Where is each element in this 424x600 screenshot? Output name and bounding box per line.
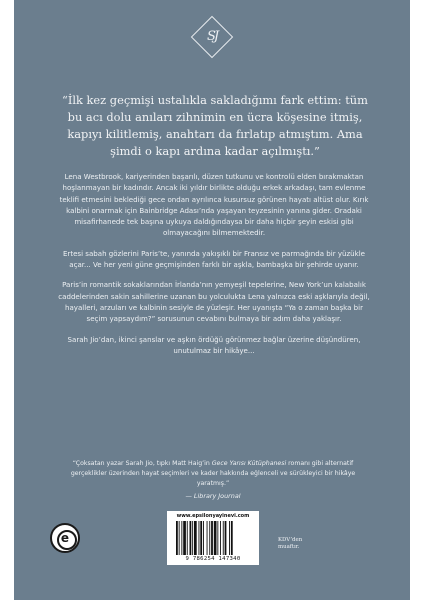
isbn-number: 9 786254 147340 bbox=[185, 556, 241, 562]
review-blurb bbox=[60, 459, 366, 488]
publisher-website: www.epsilonyayinevi.com bbox=[176, 513, 250, 519]
pull-quote: “İlk kez geçmişi ustalıkla sakladığımı fark ettim: tüm bu acı dolu anıları zihnimin en ücra köşesine itmiş, kapıyı kilitlemiş, anahtarı da fırlatıp atmıştım. Ama şimdi o kapı ardına kadar açılmıştı.” bbox=[62, 93, 368, 158]
blurb-text-after: romanı gibi alternatif gerçeklikler üzerinden hayat seçimleri ve kader hakkında eğlenceli ve sürükleyici bir hikâye yaratmış.” bbox=[70, 460, 356, 487]
attribution-dash: — bbox=[185, 492, 194, 500]
publisher-logo-icon bbox=[50, 523, 80, 553]
synopsis-paragraph-1: Lena Westbrook, kariyerinden başarılı, düzen tutkunu ve kontrolü elden bırakmaktan hoşlanmayan bir kadındır. Ancak iki yıldır birlikte olduğu erkek arkadaşı, tam evlenme teklifi etmesini beklediği gece ondan ayrılınca kusursuz görünen hayatı altüst olur. Kırık kalbini onarmak için Bainbridge Adası’nda yaşayan teyzesinin yanına gider. Oradaki misafirhanede tek başına uykuya daldığındaysa bir daha hiçbir şeyin eskisi gibi olmayacağını bilmemektedir. bbox=[59, 172, 369, 238]
review-attribution bbox=[60, 491, 366, 501]
isbn-barcode bbox=[167, 511, 259, 565]
publisher-logo-letter: e bbox=[60, 531, 70, 545]
back-cover bbox=[14, 0, 410, 600]
barcode-bars-icon bbox=[175, 521, 253, 555]
synopsis-paragraph-3: Paris’in romantik sokaklarından İrlanda’nın yemyeşil tepelerine, New York’un kalabalık caddelerinden sakin sahillerine uzanan bu yolculukta Lena yalnızca eski aşklarıyla değil, hayalleri, arzuları ve kalbinin sesiyle de yüzleşir. Her uyanışta “Ya o zaman başka bir seçim yapsaydım?” sorusunun cevabını bulmaya bir adım daha yaklaşır. bbox=[58, 280, 370, 324]
tax-exempt-note: KDV’den muaftır. bbox=[278, 537, 303, 550]
attribution-source: Library Journal bbox=[193, 492, 241, 500]
synopsis-paragraph-4: Sarah Jio’dan, ikinci şanslar ve aşkın ördüğü görünmez bağlar üzerine düşündüren, unutulmaz bir hikâye... bbox=[67, 334, 361, 355]
synopsis bbox=[56, 171, 372, 365]
author-monogram-icon: SJ bbox=[206, 29, 218, 44]
blurb-referenced-title: Gece Yarısı Kütüphanesi bbox=[211, 460, 287, 467]
blurb-text-before: “Çoksatan yazar Sarah Jio, tıpkı Matt Haig’in bbox=[72, 460, 212, 467]
synopsis-paragraph-2: Ertesi sabah gözlerini Paris’te, yanında yakışıklı bir Fransız ve parmağında bir yüzükle açar... Ve her yeni güne geçmişinden farklı bir aşkla, bambaşka bir şehirde uyanır. bbox=[62, 248, 366, 270]
